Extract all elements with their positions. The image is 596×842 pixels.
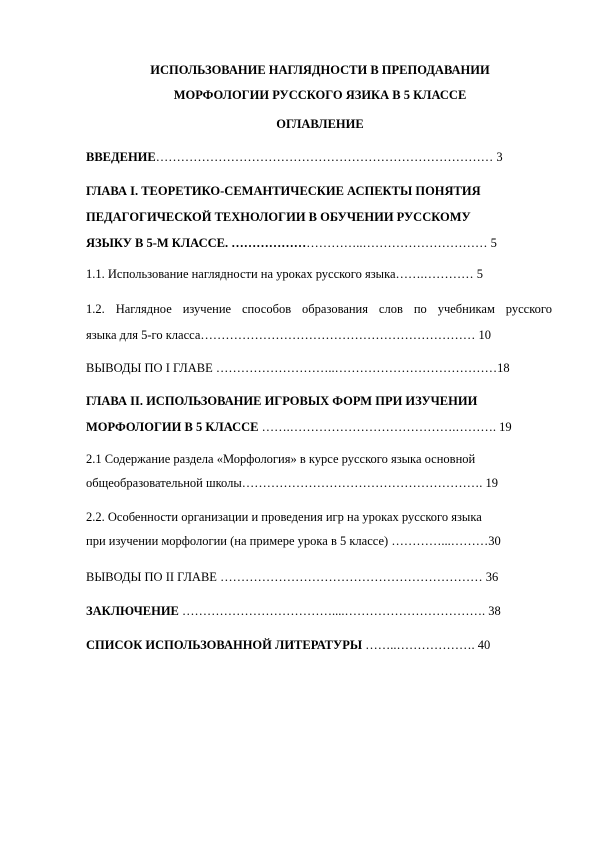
toc-page-number: 36 [485,570,499,584]
toc-page-number: 40 [477,638,491,652]
document-title [60,58,580,108]
title-line-2: МОРФОЛОГИИ РУССКОГО ЯЗИКА В 5 КЛАССЕ [173,88,467,102]
toc-leader-dots: ……………………………………………………………………… [155,150,494,164]
toc-leader-dots: …………………………………………………. [241,476,483,490]
toc-leader-dots: ……………………………………………………… [220,570,483,584]
toc-entry-label: ВВЕДЕНИЕ [86,150,156,164]
toc-entry-text: 2.2. Особенности организации и проведения игр на уроках русского языка [86,510,482,524]
toc-entry-intro[interactable] [86,144,552,170]
toc-entry-chapter-2[interactable] [86,388,552,440]
toc-leader-dots: ………………………..………………………………… [215,361,498,375]
toc-entry-text: 1.2. Наглядное изучение способов образования слов по учебникам русского [86,302,552,316]
toc-entry-section-2-2[interactable] [86,505,552,553]
toc-entry-label: ВЫВОДЫ ПО I ГЛАВЕ [86,361,213,375]
toc-entry-label: ЗАКЛЮЧЕНИЕ [86,604,179,618]
toc-entry-chapter-1[interactable] [86,178,552,256]
toc-entry-section-1-1[interactable] [86,261,552,287]
toc-page-number: 5 [490,236,497,250]
toc-entry-text: языка для 5-го класса [86,328,201,342]
toc-page-number: 5 [476,267,484,281]
toc-page-number: 19 [485,476,499,490]
toc-page-number: 38 [488,604,501,618]
toc-entry-text: МОРФОЛОГИИ В 5 КЛАССЕ [86,420,259,434]
toc-leader-dots: ………………………………………………………… [200,328,476,342]
toc-entry-conclusion[interactable] [86,598,552,624]
toc-heading: ОГЛАВЛЕНИЕ [276,117,364,131]
toc-entry-conclusions-1[interactable] [86,355,552,381]
toc-entry-section-1-2[interactable] [86,296,552,348]
toc-entry-text: при изучении морфологии (на примере урока в 5 классе) [86,534,389,548]
toc-entry-references[interactable] [86,632,552,658]
toc-entry-text: общеобразовательной школы [86,476,242,490]
toc-page-number: 3 [496,150,503,164]
toc-entry-text: ЯЗЫКУ В 5-М КЛАССЕ. ……………… [86,236,307,250]
toc-page-number: 18 [497,361,510,375]
toc-leader-dots: …………..………………………… [306,236,488,250]
toc-entry-conclusions-2[interactable] [86,564,552,590]
title-line-1: ИСПОЛЬЗОВАНИЕ НАГЛЯДНОСТИ В ПРЕПОДАВАНИИ [150,63,490,77]
toc-page-number: 19 [499,420,512,434]
toc-entry-text: ГЛАВА I. ТЕОРЕТИКО-СЕМАНТИЧЕСКИЕ АСПЕКТЫ ПОНЯТИЯ [86,184,481,198]
toc-leader-dots: …….………… [395,267,474,281]
toc-page-number: 10 [478,328,491,342]
toc-entry-text: ПЕДАГОГИЧЕСКОЙ ТЕХНОЛОГИИ В ОБУЧЕНИИ РУССКОМУ [86,210,471,224]
toc-leader-dots: ……..………………. [365,638,475,652]
toc-leader-dots: …………...……… [391,534,489,548]
toc-page-number: 30 [488,534,501,548]
toc-entry-text: 2.1 Содержание раздела «Морфология» в курсе русского языка основной [86,452,476,466]
toc-entry-label: СПИСОК ИСПОЛЬЗОВАННОЙ ЛИТЕРАТУРЫ [86,638,363,652]
toc-leader-dots: …….………………………………….………. [261,420,497,434]
toc-entry-section-2-1[interactable] [86,447,552,495]
toc-entry-label: 1.1. Использование наглядности на уроках русского языка [86,267,396,281]
toc-entry-text: ГЛАВА II. ИСПОЛЬЗОВАНИЕ ИГРОВЫХ ФОРМ ПРИ ИЗУЧЕНИИ [86,394,478,408]
toc-leader-dots: ………………………………....……………………………. [182,604,486,618]
toc-entry-label: ВЫВОДЫ ПО II ГЛАВЕ [86,570,217,584]
